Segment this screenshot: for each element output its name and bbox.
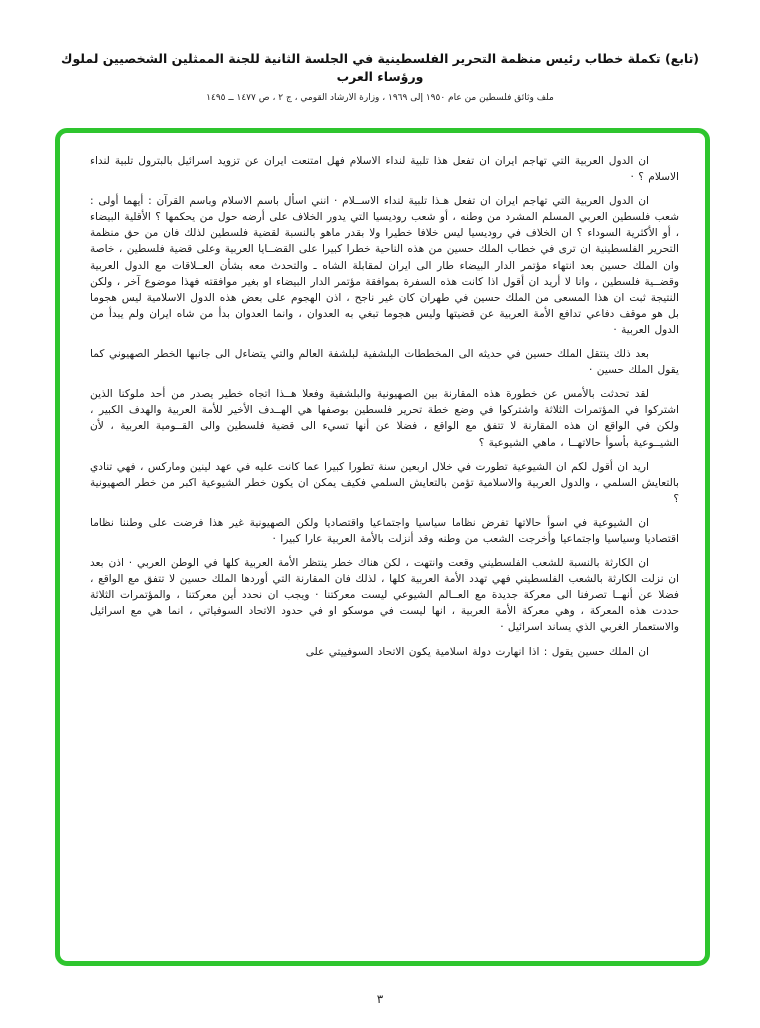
highlight-frame [55, 128, 710, 966]
document-title: (تابع) تكملة خطاب رئيس منظمة التحرير الفلسطينية في الجلسة الثانية للجنة الممثلين الشخصيين لملوك ورؤساء العرب [60, 51, 700, 84]
paragraph: بعد ذلك ينتقل الملك حسين في حديثه الى المخططات البلشفية لبلشفة العالم والتي يتضاءل الى جانبها الخطر الصهيوني كما يقول الملك حسين · [90, 348, 679, 377]
paragraph: اريد ان أقول لكم ان الشيوعية تطورت في خلال اربعين سنة تطورا كبيرا عما كانت عليه في عهد لينين وماركس ، فهي تنادي بالتعايش السلمي ، والدول العربية والاسلامية تؤمن بالتعايش السلمي فكيف يمكن ان يكون خطر الشيوعية اكبر من خطر الصهيونية ؟ [90, 460, 679, 505]
paragraph: ان الملك حسين يقول : اذا انهارت دولة اسلامية يكون الاتحاد السوفييتي على [305, 645, 649, 658]
paragraph: ان الدول العربية التي تهاجم ايران ان تفعل هـذا تلبية لنداء الاســلام · انني اسأل باسم الاسلام وباسم القرآن : أيهما أولى : شعب فلسطين العربي المسلم المشرد من وطنه ، أو شعب روديسيا التي يدور الخلاف على أرضه حول من يحكمها ؟ الأقلية البيضاء ، أو الأكثرية السوداء ؟ ان الخلاف في روديسيا ليس خلافا خطيرا ولا بقدر ماهو بالنسبة لقضية فلسطين لذلك فان من حق منظمة التحرير الفلسطينية ان ترى في خطاب الملك حسين من هذه الناحية خطرا كبيرا على القضــايا العربية وعلى قضية فلسطين ، خاصة وان الملك حسين بعد انتهاء مؤتمر الدار البيضاء طار الى ايران لمقابلة الشاه ـ والتحدث معه بشأن العــلاقات مع الدول العربية وقضــية فلسطين ، وانا لا أريد ان أقول اذا كانت هذه السفرة بموافقة مؤتمر الدار البيضاء او بغير موافقته فهذا موضوع آخر ، ولكن النتيجة ثبت ان هذا المسعى من الملك حسين في طهران كان غير ناجح ، اذن الهجوم على بعض هذه الدول الاسلامية ليس هجوما بل هو موقف دفاعي تدافع الأمة العربية عن قضيتها وليس هجوما تبغي به العدوان ، وانما العدوان بدأ من شاه ايران ولم يبدأ من الدول العربية · [90, 195, 679, 336]
document-source-line: ملف وثائق فلسطين من عام ١٩٥٠ إلى ١٩٦٩ ، وزارة الارشاد القومي ، ج ٢ ، ص ١٤٧٧ ــ ١٤٩٥ [206, 93, 554, 103]
paragraph: ان الشيوعية في اسوأ حالاتها تفرض نظاما سياسيا واجتماعيا واقتصاديا ولكن الصهيونية غير هذا فرضت على وطننا نظاما اقتصاديا وسياسيا واجتماعيا وأخرجت الشعب من وطنه وقد أنزلت بالأمة العربية عارا كبيرا · [90, 516, 679, 545]
document-header [0, 50, 760, 103]
document-body [90, 153, 679, 953]
paragraph: لقد تحدثت بالأمس عن خطورة هذه المقارنة بين الصهيونية والبلشفية وفعلا هــذا اتجاه خطير يصدر من أحد ملوكنا الذين اشتركوا في المؤتمرات الثلاثة واشتركوا في وضع خطة تحرير فلسطين بوصفها هي الهــدف الأخير للأمة العربية والهدف الكبير ، ولكن في الواقع ان هذه المقارنة لا تتفق مع الواقع ، فضلا عن أنها تسيء الى قضية فلسطين والى القــومية العربية ، لأن الشيــوعية بأسوأ حالاتهــا ، ماهي الشيوعية ؟ [90, 388, 679, 449]
paragraph: ان الكارثة بالنسبة للشعب الفلسطيني وقعت وانتهت ، لكن هناك خطر ينتظر الأمة العربية كلها في الوطن العربي · اذن بعد ان نزلت الكارثة بالشعب الفلسطيني فهي تهدد الأمة العربية كلها ، لذلك فان المقارنة التي أوردها الملك حسين لا تتفق مع الواقع ، فضلا عن أنهــا تصرفنا الى معركة جديدة مع العــالم الشيوعي ليست معركتنا · ويجب ان نحدد أين معركتنا ، والمؤتمرات الثلاثة حددت هذه المعركة ، وهي معركة الأمة العربية ، انها ليست في موسكو او في حدود الاتحاد السوفياتي ، انما هي مع اسرائيل والاستعمار الغربي الذي يساند اسرائيل · [90, 557, 679, 634]
paragraph: ان الدول العربية التي تهاجم ايران ان تفعل هذا تلبية لنداء الاسلام فهل امتنعت ايران عن تزويد اسرائيل بالبترول تلبية لنداء الاسلام ؟ · [90, 155, 679, 184]
page-number: ٣ [376, 992, 384, 1006]
